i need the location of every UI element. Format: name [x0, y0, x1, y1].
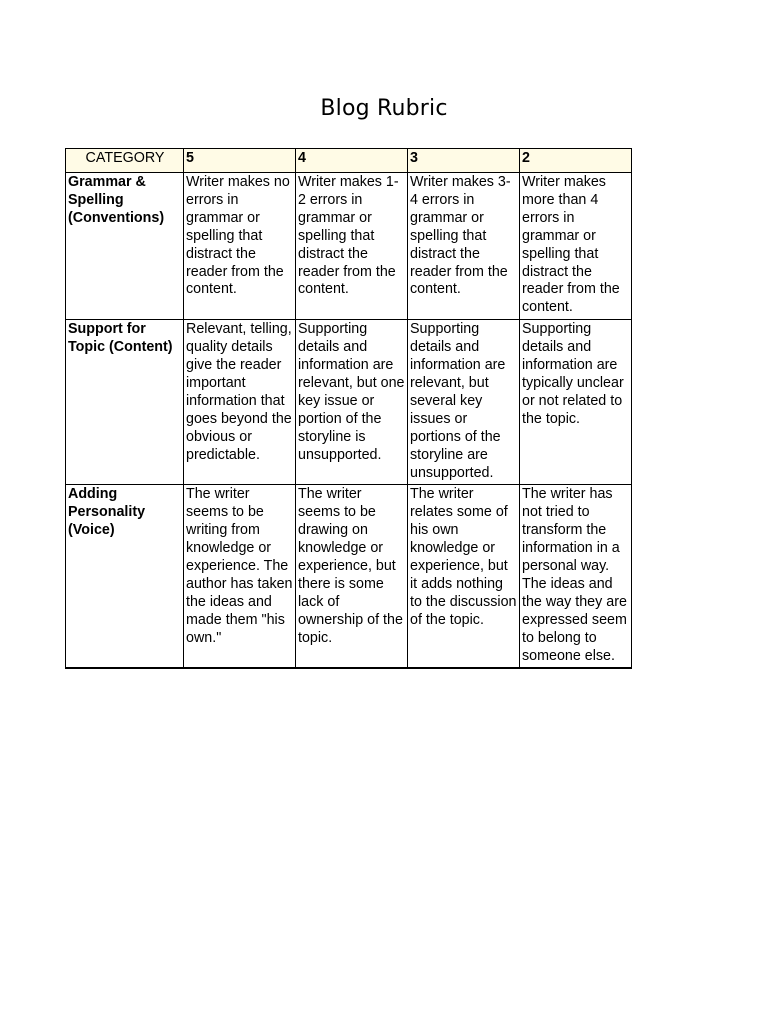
table-cell: Writer makes 1-2 errors in grammar or spelling that distract the reader from the content. [296, 173, 408, 320]
table-cell: The writer relates some of his own knowledge or experience, but it adds nothing to the discussion of the topic. [408, 485, 520, 669]
table-cell: Writer makes 3-4 errors in grammar or spelling that distract the reader from the content. [408, 173, 520, 320]
table-row [66, 320, 632, 485]
row-category-support-for-topic: Support for Topic (Content) [66, 320, 184, 485]
row-category-grammar-spelling: Grammar & Spelling (Conventions) [66, 173, 184, 320]
page-title: Blog Rubric [320, 96, 448, 121]
header-row [66, 149, 632, 173]
header-category: CATEGORY [66, 149, 184, 173]
table-cell: Supporting details and information are typically unclear or not related to the topic. [520, 320, 632, 485]
table-cell: The writer seems to be writing from knowledge or experience. The author has taken the ideas and made them "his own." [184, 485, 296, 669]
table-row [66, 485, 632, 669]
header-score-4: 4 [296, 149, 408, 173]
header-score-2: 2 [520, 149, 632, 173]
header-score-3: 3 [408, 149, 520, 173]
table-cell: Writer makes no errors in grammar or spelling that distract the reader from the content. [184, 173, 296, 320]
table-cell: Supporting details and information are relevant, but one key issue or portion of the storyline is unsupported. [296, 320, 408, 485]
header-score-5: 5 [184, 149, 296, 173]
table-cell: The writer seems to be drawing on knowledge or experience, but there is some lack of ownership of the topic. [296, 485, 408, 669]
row-category-adding-personality: Adding Personality (Voice) [66, 485, 184, 669]
table-cell: Writer makes more than 4 errors in grammar or spelling that distract the reader from the content. [520, 173, 632, 320]
table-cell: Supporting details and information are relevant, but several key issues or portions of the storyline are unsupported. [408, 320, 520, 485]
table-cell: Relevant, telling, quality details give the reader important information that goes beyond the obvious or predictable. [184, 320, 296, 485]
rubric-table [65, 148, 632, 669]
table-cell: The writer has not tried to transform the information in a personal way. The ideas and the way they are expressed seem to belong to someone else. [520, 485, 632, 669]
table-row [66, 173, 632, 320]
